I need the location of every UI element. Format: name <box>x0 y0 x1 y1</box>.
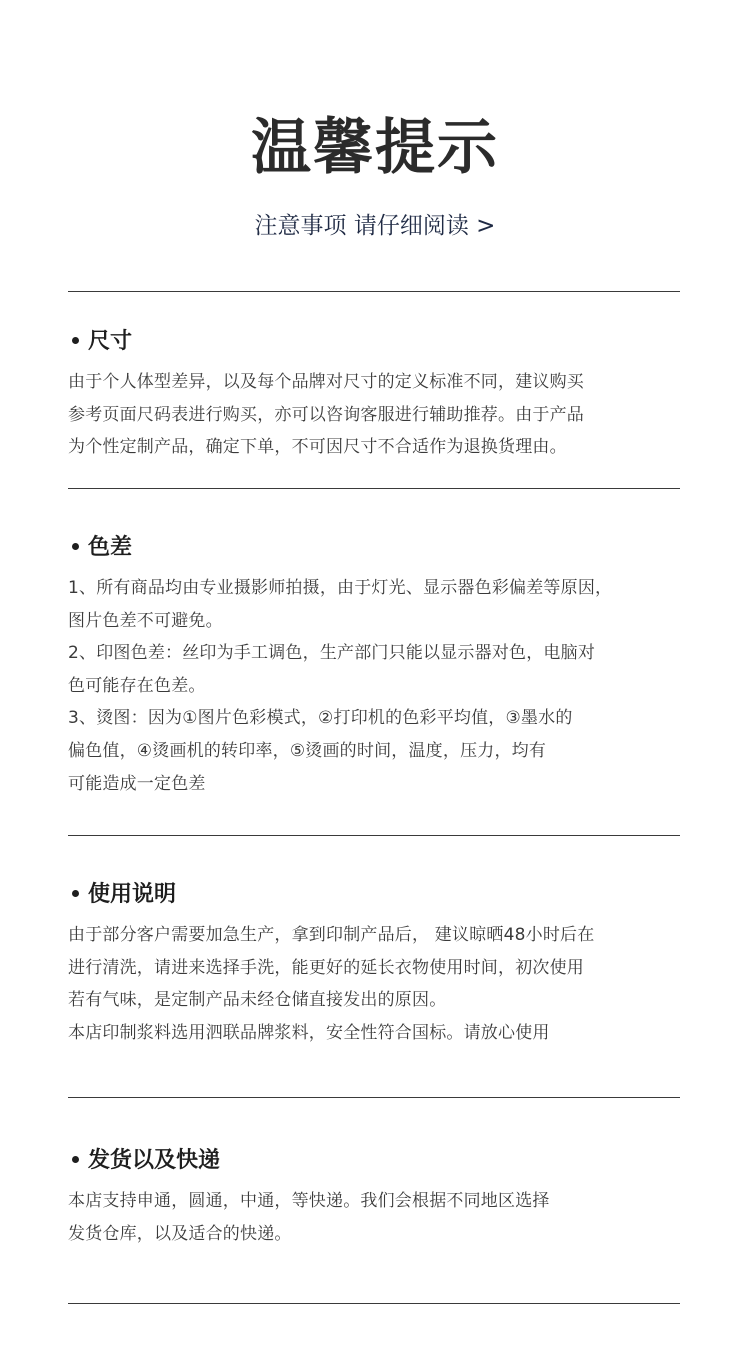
section-size <box>68 326 688 464</box>
section-title <box>68 879 688 911</box>
section-usage <box>68 879 688 1049</box>
section-title <box>68 326 688 358</box>
divider <box>68 835 680 836</box>
text-line: 本店支持申通，圆通，中通，等快递。我们会根据不同地区选择 <box>68 1191 550 1211</box>
page-subtitle[interactable]: 注意事项 请仔细阅读 > <box>254 213 496 239</box>
text-line: 1、所有商品均由专业摄影师拍摄，由于灯光、显示器色彩偏差等原因， <box>68 578 613 598</box>
bullet-icon <box>72 337 79 344</box>
bullet-icon <box>72 543 79 550</box>
bullet-icon <box>72 890 79 897</box>
page-title: 温馨提示 <box>251 113 499 183</box>
section-title-text: 尺寸 <box>88 329 133 354</box>
section-title-text: 色差 <box>88 535 133 560</box>
section-title <box>68 532 688 564</box>
text-line: 3、烫图：因为①图片色彩模式，②打印机的色彩平均值，③墨水的 <box>68 708 573 729</box>
text-line: 本店印制浆料选用泗联品牌浆料，安全性符合国标。请放心使用 <box>68 1022 550 1043</box>
section-shipping <box>68 1145 688 1250</box>
section-title-text: 发货以及快递 <box>88 1148 221 1173</box>
text-line: 偏色值，④烫画机的转印率，⑤烫画的时间，温度，压力，均有 <box>68 740 547 761</box>
section-title <box>68 1145 688 1177</box>
text-line: 发货仓库，以及适合的快递。 <box>68 1223 292 1244</box>
text-line: 为个性定制产品，确定下单，不可因尺寸不合适作为退换货理由。 <box>68 437 567 458</box>
divider <box>68 1097 680 1098</box>
text-line: 色可能存在色差。 <box>68 675 206 696</box>
text-line: 图片色差不可避免。 <box>68 610 223 631</box>
divider <box>68 291 680 292</box>
text-line: 进行清洗，请进来选择手洗，能更好的延长衣物使用时间，初次使用 <box>68 957 584 978</box>
divider <box>68 488 680 489</box>
text-line: 2、印图色差：丝印为手工调色，生产部门只能以显示器对色，电脑对 <box>68 643 596 664</box>
text-line: 若有气味，是定制产品未经仓储直接发出的原因。 <box>68 990 447 1011</box>
bullet-icon <box>72 1156 79 1163</box>
text-line: 由于部分客户需要加急生产，拿到印制产品后， 建议晾晒48小时后在 <box>68 925 595 945</box>
text-line: 由于个人体型差异，以及每个品牌对尺寸的定义标准不同，建议购买 <box>68 372 584 392</box>
text-line: 参考页面尺码表进行购买，亦可以咨询客服进行辅助推荐。由于产品 <box>68 404 584 425</box>
section-color-difference <box>68 532 688 800</box>
text-line: 可能造成一定色差 <box>68 773 206 794</box>
divider <box>68 1303 680 1304</box>
section-title-text: 使用说明 <box>88 882 177 907</box>
